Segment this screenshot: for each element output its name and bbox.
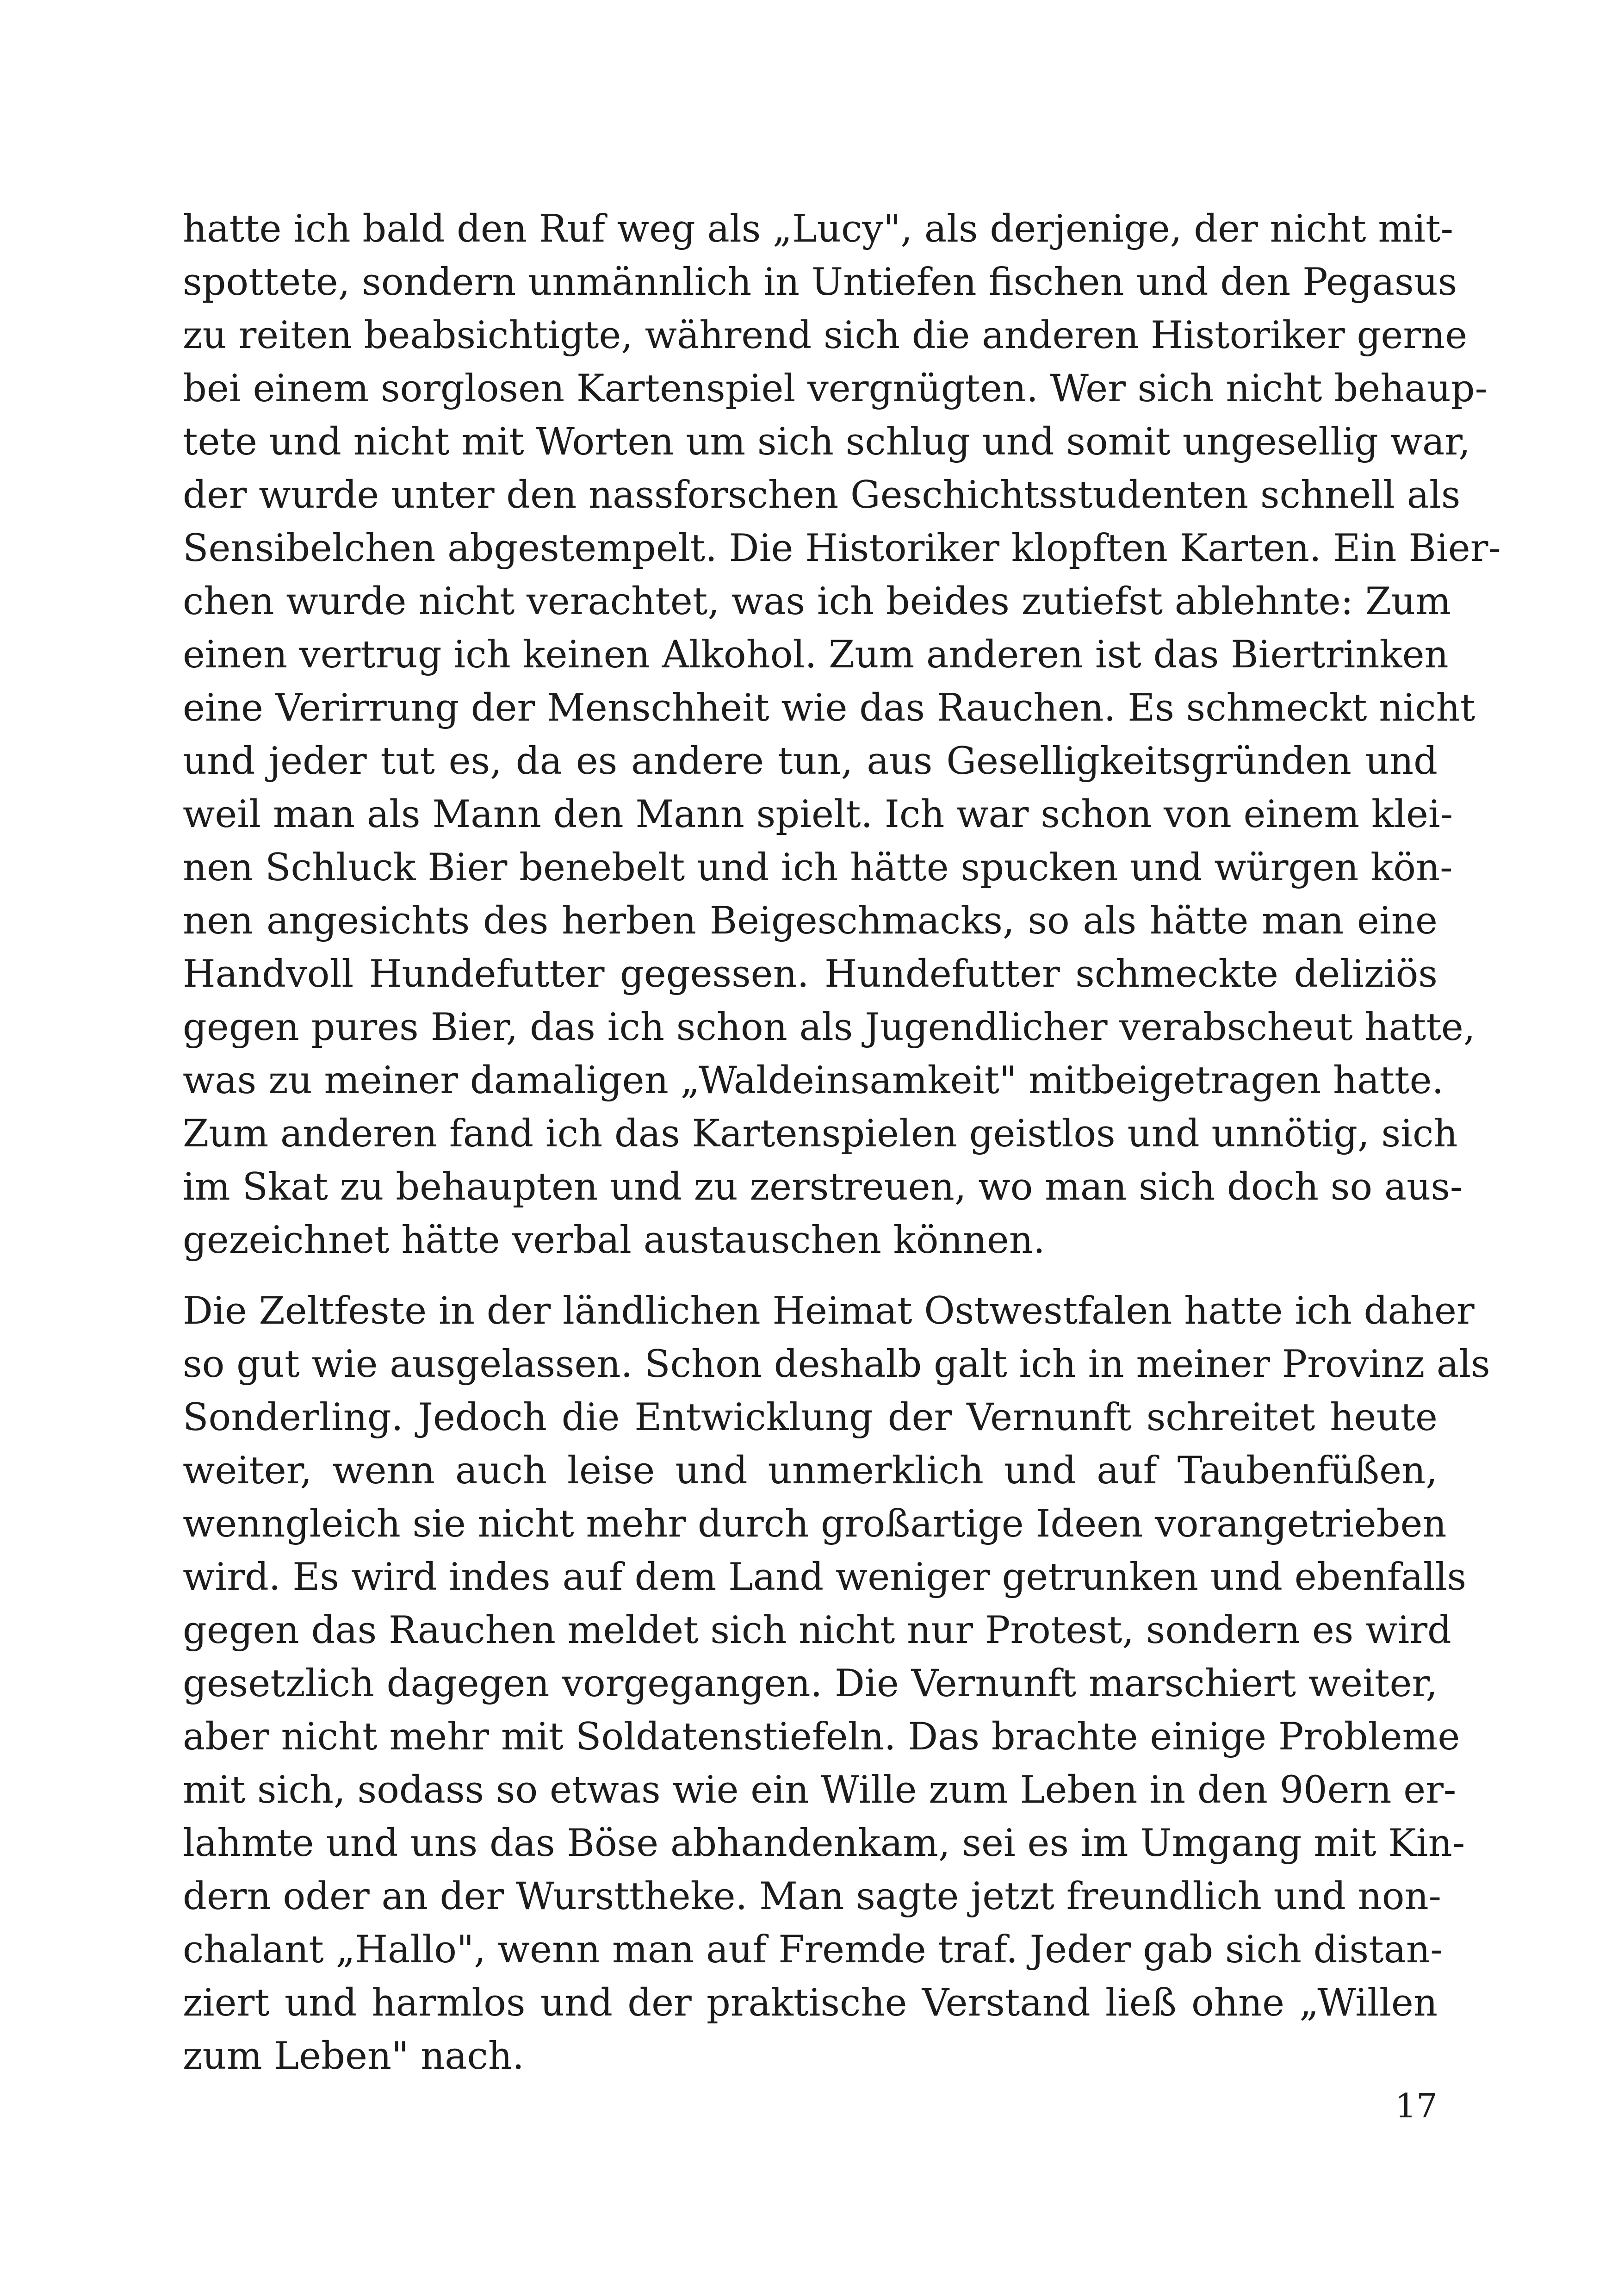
- text-line: lahmte und uns das Böse abhandenkam, sei es im Umgang mit Kin-: [183, 1822, 1465, 1865]
- text-line: aber nicht mehr mit Soldatenstiefeln. Das brachte einige Probleme: [183, 1715, 1460, 1759]
- page-number: 17: [1395, 2086, 1438, 2125]
- body-text: [183, 203, 1501, 2083]
- paragraph: [183, 203, 1501, 1267]
- text-line: zum Leben" nach.: [183, 2035, 524, 2078]
- text-line: und jeder tut es, da es andere tun, aus Geselligkeitsgründen und: [183, 740, 1438, 783]
- text-line: hatte ich bald den Ruf weg als „Lucy", als derjenige, der nicht mit-: [183, 207, 1454, 251]
- text-line: gesetzlich dagegen vorgegangen. Die Vernunft marschiert weiter,: [183, 1662, 1438, 1705]
- text-line: nen angesichts des herben Beigeschmacks, so als hätte man eine: [183, 899, 1438, 943]
- text-line: bei einem sorglosen Kartenspiel vergnügten. Wer sich nicht behaup-: [183, 367, 1488, 411]
- text-line: Zum anderen fand ich das Kartenspielen geistlos und unnötig, sich: [183, 1112, 1458, 1156]
- text-line: eine Verirrung der Menschheit wie das Rauchen. Es schmeckt nicht: [183, 686, 1475, 730]
- text-line: im Skat zu behaupten und zu zerstreuen, wo man sich doch so aus-: [183, 1165, 1463, 1209]
- text-line: chen wurde nicht verachtet, was ich beides zutiefst ablehnte: Zum: [183, 580, 1451, 623]
- text-line: was zu meiner damaligen „Waldeinsamkeit" mitbeigetragen hatte.: [183, 1059, 1444, 1102]
- text-line: zu reiten beabsichtigte, während sich die anderen Historiker gerne: [183, 314, 1468, 357]
- text-line: mit sich, sodass so etwas wie ein Wille zum Leben in den 90ern er-: [183, 1768, 1457, 1812]
- text-line: Sensibelchen abgestempelt. Die Historiker klopften Karten. Ein Bier-: [183, 527, 1501, 570]
- text-line: so gut wie ausgelassen. Schon deshalb galt ich in meiner Provinz als: [183, 1343, 1490, 1386]
- text-line: einen vertrug ich keinen Alkohol. Zum anderen ist das Biertrinken: [183, 633, 1449, 677]
- text-line: dern oder an der Wursttheke. Man sagte jetzt freundlich und non-: [183, 1875, 1442, 1918]
- paragraph: [183, 1285, 1490, 2083]
- text-line: tete und nicht mit Worten um sich schlug und somit ungesellig war,: [183, 420, 1470, 464]
- text-line: wird. Es wird indes auf dem Land weniger getrunken und ebenfalls: [183, 1556, 1467, 1599]
- text-line: weil man als Mann den Mann spielt. Ich war schon von einem klei-: [183, 793, 1453, 836]
- text-line: spottete, sondern unmännlich in Untiefen fischen und den Pegasus: [183, 261, 1457, 304]
- text-line: weiter, wenn auch leise und unmerklich und auf Taubenfüßen,: [183, 1449, 1438, 1493]
- text-line: chalant „Hallo", wenn man auf Fremde traf. Jeder gab sich distan-: [183, 1928, 1443, 1972]
- paragraph-gap: [183, 1267, 1438, 1285]
- text-line: wenngleich sie nicht mehr durch großartige Ideen vorangetrieben: [183, 1502, 1447, 1546]
- text-line: Die Zeltfeste in der ländlichen Heimat Ostwestfalen hatte ich daher: [183, 1289, 1475, 1333]
- text-line: gezeichnet hätte verbal austauschen können.: [183, 1219, 1045, 1262]
- text-line: Sonderling. Jedoch die Entwicklung der Vernunft schreitet heute: [183, 1396, 1438, 1439]
- text-line: gegen pures Bier, das ich schon als Jugendlicher verabscheut hatte,: [183, 1006, 1475, 1049]
- text-line: Handvoll Hundefutter gegessen. Hundefutter schmeckte deliziös: [183, 952, 1438, 996]
- text-line: der wurde unter den nassforschen Geschichtsstudenten schnell als: [183, 473, 1461, 517]
- text-line: nen Schluck Bier benebelt und ich hätte spucken und würgen kön-: [183, 846, 1453, 890]
- text-line: ziert und harmlos und der praktische Verstand ließ ohne „Willen: [183, 1981, 1438, 2025]
- text-line: gegen das Rauchen meldet sich nicht nur Protest, sondern es wird: [183, 1609, 1451, 1652]
